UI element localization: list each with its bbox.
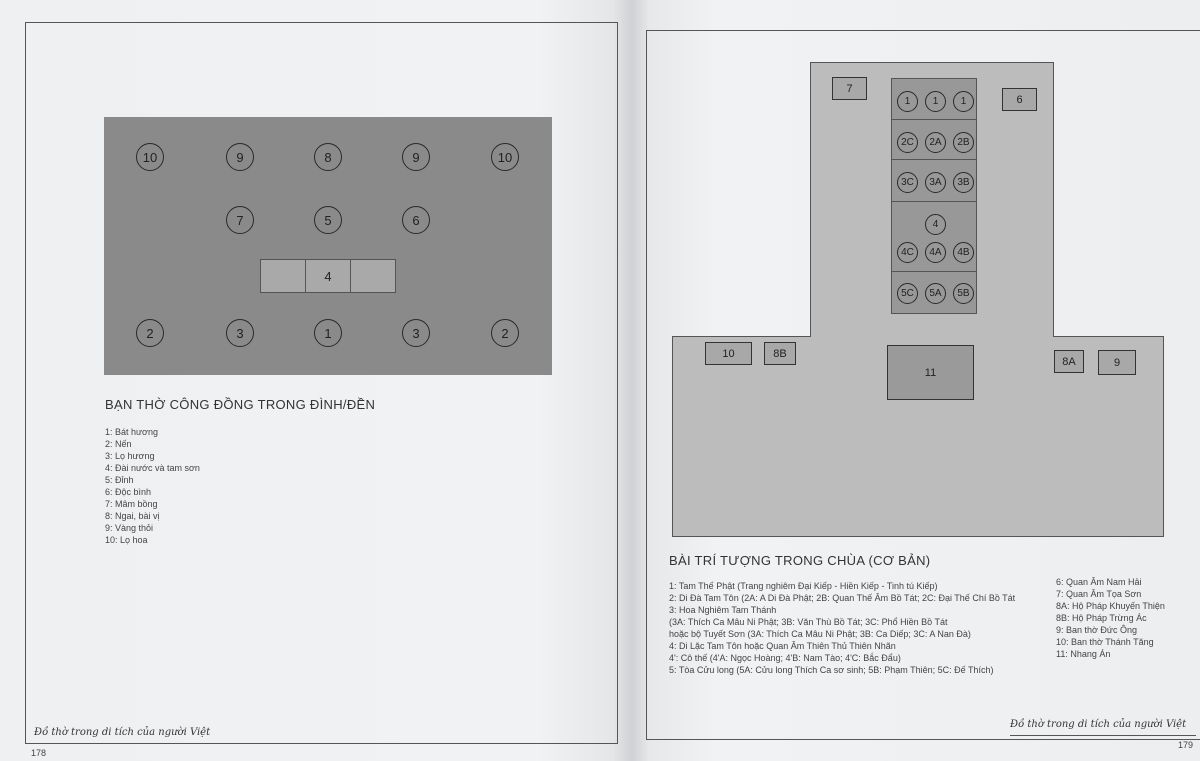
table-cell — [260, 259, 306, 293]
legend-item: 4: Di Lặc Tam Tôn hoặc Quan Âm Thiên Thủ Thiên Nhãn — [669, 641, 896, 651]
right-page-number: 179 — [1178, 740, 1194, 750]
statue-circle: 4 — [925, 214, 946, 235]
altar-layout-diagram — [104, 117, 552, 375]
seam — [811, 334, 1053, 338]
legend-item: 8: Ngai, bài vị — [105, 511, 160, 521]
legend-item: 9: Vàng thỏi — [105, 523, 154, 533]
legend-item: 8B: Hộ Pháp Trừng Ác — [1056, 613, 1147, 623]
item-circle: 5 — [314, 206, 342, 234]
legend-item: 2: Nến — [105, 439, 132, 449]
statue-circle: 3B — [953, 172, 974, 193]
legend-item: 10: Lọ hoa — [105, 535, 148, 545]
statue-circle: 5C — [897, 283, 918, 304]
legend-item: hoặc bộ Tuyết Sơn (3A: Thích Ca Mâu Ni Phật; 3B: Ca Diếp; 3C: A Nan Đà) — [669, 629, 971, 639]
item-circle: 3 — [402, 319, 430, 347]
item-circle: 7 — [226, 206, 254, 234]
divider — [892, 119, 976, 120]
legend-item: 9: Ban thờ Đức Ông — [1056, 625, 1137, 635]
left-page-number: 178 — [31, 748, 47, 758]
left-footer-rule — [30, 743, 220, 744]
statue-circle: 2B — [953, 132, 974, 153]
right-footer-text: Đồ thờ trong di tích của người Việt — [1010, 719, 1187, 730]
item-circle: 2 — [491, 319, 519, 347]
altar-column — [891, 78, 977, 314]
item-circle: 2 — [136, 319, 164, 347]
left-diagram-title: BẠN THỜ CÔNG ĐỒNG TRONG ĐÌNH/ĐỀN — [105, 397, 376, 412]
legend-item: 4': Cô thế (4'A: Ngọc Hoàng; 4'B: Nam Tào; 4'C: Bắc Đẩu) — [669, 653, 901, 663]
legend-item: 10: Ban thờ Thánh Tăng — [1056, 637, 1154, 647]
item-circle: 1 — [314, 319, 342, 347]
statue-box: 9 — [1098, 350, 1136, 375]
statue-circle: 3C — [897, 172, 918, 193]
statue-box: 8A — [1054, 350, 1084, 373]
divider — [892, 159, 976, 160]
statue-box: 6 — [1002, 88, 1037, 111]
legend-item: 6: Độc bình — [105, 487, 152, 497]
divider — [892, 271, 976, 272]
statue-circle: 4A — [925, 242, 946, 263]
legend-item: 4: Đài nước và tam sơn — [105, 463, 200, 473]
divider — [892, 201, 976, 202]
table-cell — [350, 259, 396, 293]
item-circle: 10 — [136, 143, 164, 171]
right-footer-rule — [1010, 735, 1196, 736]
legend-item: 7: Mâm bồng — [105, 499, 158, 509]
item-circle: 9 — [402, 143, 430, 171]
statue-circle: 1 — [897, 91, 918, 112]
legend-item: (3A: Thích Ca Mâu Ni Phật; 3B: Văn Thù Bồ Tát; 3C: Phổ Hiền Bồ Tát — [669, 617, 948, 627]
statue-box: 7 — [832, 77, 867, 100]
legend-item: 3: Hoa Nghiêm Tam Thánh — [669, 605, 777, 615]
statue-circle: 4B — [953, 242, 974, 263]
item-circle: 10 — [491, 143, 519, 171]
statue-circle: 1 — [925, 91, 946, 112]
legend-item: 8A: Hộ Pháp Khuyến Thiện — [1056, 601, 1165, 611]
incense-table: 11 — [887, 345, 974, 400]
legend-item: 6: Quan Âm Nam Hải — [1056, 577, 1142, 587]
item-circle: 6 — [402, 206, 430, 234]
legend-item: 5: Đỉnh — [105, 475, 134, 485]
statue-circle: 2C — [897, 132, 918, 153]
item-circle: 9 — [226, 143, 254, 171]
right-diagram-title: BÀI TRÍ TƯỢNG TRONG CHÙA (CƠ BẢN) — [669, 553, 931, 568]
statue-circle: 5B — [953, 283, 974, 304]
legend-item: 1: Tam Thế Phật (Trang nghiêm Đại Kiếp - Hiền Kiếp - Tinh tú Kiếp) — [669, 581, 938, 591]
table-cell: 4 — [305, 259, 351, 293]
item-circle: 3 — [226, 319, 254, 347]
legend-item: 5: Tòa Cửu long (5A: Cửu long Thích Ca sơ sinh; 5B: Phạm Thiên; 5C: Đế Thích) — [669, 665, 994, 675]
legend-item: 1: Bát hương — [105, 427, 158, 437]
statue-box: 10 — [705, 342, 752, 365]
statue-box: 8B — [764, 342, 796, 365]
statue-circle: 5A — [925, 283, 946, 304]
statue-circle: 1 — [953, 91, 974, 112]
legend-item: 7: Quan Âm Tọa Sơn — [1056, 589, 1142, 599]
legend-item: 3: Lọ hương — [105, 451, 155, 461]
legend-item: 11: Nhang Án — [1056, 649, 1111, 659]
statue-circle: 2A — [925, 132, 946, 153]
statue-circle: 3A — [925, 172, 946, 193]
left-footer-text: Đồ thờ trong di tích của người Việt — [34, 727, 211, 738]
legend-item: 2: Di Đà Tam Tôn (2A: A Di Đà Phật; 2B: Quan Thế Âm Bồ Tát; 2C: Đại Thế Chí Bồ Tát — [669, 593, 1016, 603]
item-circle: 8 — [314, 143, 342, 171]
statue-circle: 4C — [897, 242, 918, 263]
